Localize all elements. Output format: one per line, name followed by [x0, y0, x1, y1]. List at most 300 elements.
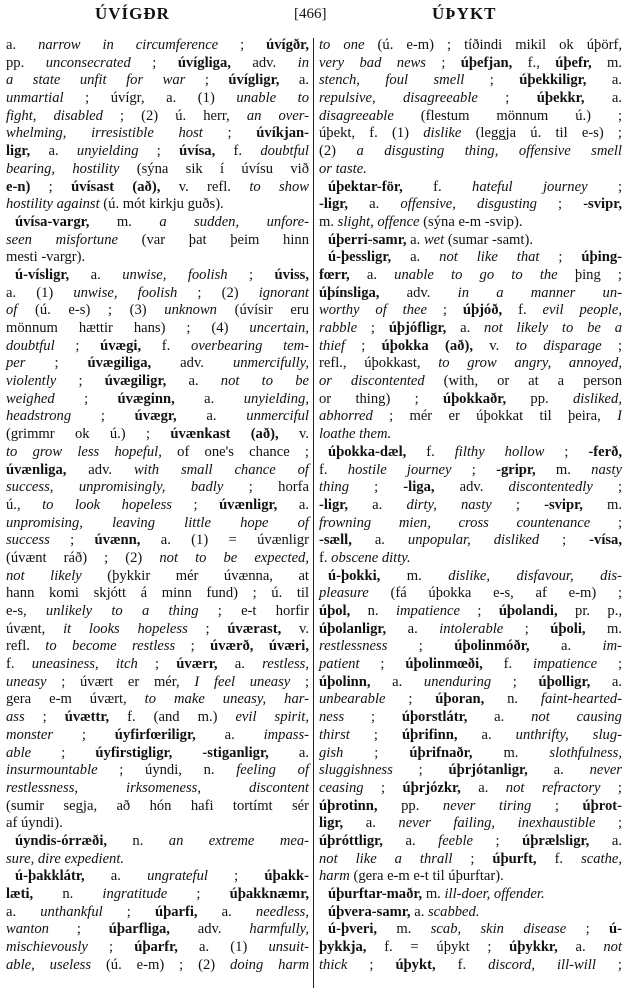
text-line: [319, 302, 622, 320]
text-line: [319, 249, 622, 267]
definition: doing harm: [230, 956, 309, 973]
definition: offensive, disgusting: [400, 196, 537, 213]
text-run: (with, or at a person: [424, 373, 622, 390]
text-run: adv.: [66, 461, 134, 478]
text-line: [319, 391, 622, 409]
text-run: a. (1): [177, 939, 269, 956]
text-run: v.: [281, 620, 309, 637]
definition: not refractory: [505, 779, 601, 796]
text-run: ;: [49, 532, 95, 549]
text-line: [319, 745, 622, 763]
definition: to become restless: [45, 638, 176, 655]
headword: úþerri-samr,: [328, 231, 407, 248]
text-line: [6, 957, 309, 975]
text-run: ;: [491, 496, 545, 513]
headword: úþurftar-maðr,: [328, 886, 423, 902]
definition: pleasure: [319, 585, 369, 602]
text-run: f.: [6, 656, 32, 673]
text-line: [319, 497, 622, 515]
definition: an extreme mea-: [168, 832, 309, 849]
text-run: ;: [87, 939, 135, 956]
definition: ass: [6, 709, 25, 726]
text-line: [6, 550, 309, 568]
definition: violently: [6, 373, 57, 390]
definition: I: [617, 408, 622, 425]
text-run: a.: [406, 231, 424, 248]
definition: per: [6, 355, 26, 372]
definition: im-: [602, 638, 622, 655]
text-line: [319, 72, 622, 90]
text-line: [6, 232, 309, 250]
headword: úþekkiligr,: [519, 72, 587, 89]
text-run: ;: [357, 320, 389, 336]
text-run: ; úvært er mér,: [46, 673, 195, 690]
definition: dislike: [423, 125, 462, 142]
definition: never tiring: [442, 797, 532, 814]
definition: success: [6, 532, 50, 549]
headword: læti,: [6, 886, 34, 902]
headword: úþakk-: [264, 868, 309, 885]
definition: monster: [6, 726, 54, 743]
text-line: [319, 762, 622, 780]
definition: wanton: [6, 921, 49, 938]
text-run: adv.: [230, 54, 298, 71]
definition: scab, skin disease: [430, 921, 567, 938]
text-line: [6, 37, 309, 55]
text-line: [6, 161, 309, 179]
text-run: ;: [477, 90, 537, 107]
definition: an over-: [246, 107, 309, 124]
text-run: ;: [175, 638, 211, 655]
definition: unwise, foolish: [122, 266, 228, 283]
text-run: adv.: [151, 355, 233, 372]
text-run: a.: [176, 408, 247, 425]
definition: abhorred: [319, 408, 373, 425]
text-line: [319, 621, 622, 639]
definition: with small chance of: [133, 461, 309, 478]
text-run: m.: [535, 461, 592, 478]
definition: fight, disabled: [6, 107, 103, 124]
text-run: a.: [351, 532, 408, 549]
definition: to one: [319, 37, 365, 53]
text-run: a.: [30, 143, 77, 160]
headword: úvígliga,: [177, 54, 231, 71]
definition: it looks hopeless: [63, 620, 188, 637]
text-run: pr. p.,: [557, 603, 622, 619]
headword: ú-þakklátr,: [15, 868, 85, 885]
definition: success, unpromisingly, badly: [6, 479, 224, 496]
headword: úyndis-órræði,: [15, 832, 108, 849]
definition: repulsive, disagreeable: [319, 90, 478, 107]
definition: thirst: [319, 726, 350, 743]
definition: not to be expected,: [159, 549, 310, 566]
text-line: [319, 780, 622, 798]
definition: not: [603, 939, 622, 956]
definition: sure, dire expedient.: [6, 850, 125, 867]
text-run: ;: [347, 956, 396, 973]
definition: impatience: [533, 656, 598, 673]
text-run: (grimmr ok ú.) ;: [6, 426, 171, 443]
text-run: adv.: [434, 479, 509, 496]
text-run: ; mér er úþokkat til þeira,: [372, 408, 618, 425]
definition: headstrong: [6, 408, 72, 425]
headword: úþefjan,: [460, 54, 513, 71]
definition: hostile journey: [347, 461, 452, 478]
text-run: a.: [217, 656, 263, 673]
text-run: m.: [377, 921, 431, 938]
text-run: pp.: [506, 390, 573, 407]
headword: úþol,: [319, 603, 351, 619]
definition: rabble: [319, 320, 358, 336]
text-run: refl.: [6, 638, 46, 655]
text-run: a.: [84, 868, 148, 885]
definition: unthankful: [40, 903, 103, 920]
definition: nasty: [591, 461, 622, 478]
text-run: ;: [187, 620, 228, 637]
text-run: ;: [56, 373, 105, 390]
text-run: (var þat þeim hinn: [118, 231, 309, 248]
text-run: ;: [359, 656, 406, 673]
text-run: mönnum hættir hans) ; (4): [6, 320, 250, 336]
headword: úþykt,: [395, 956, 436, 973]
definition: unlikely to a thing: [45, 603, 199, 619]
text-run: a.: [457, 726, 516, 743]
text-run: a.: [527, 762, 590, 779]
definition: in: [297, 54, 309, 71]
definition: restlessness: [319, 638, 388, 655]
text-run: a.: [174, 390, 244, 407]
headword: úvæginn,: [117, 390, 175, 407]
text-run: ;: [452, 850, 493, 867]
text-run: ;: [592, 479, 622, 496]
text-line: [319, 214, 622, 232]
text-run: a.: [348, 196, 401, 213]
text-line: [6, 798, 309, 816]
definition: or taste.: [319, 160, 367, 177]
headword: ú-þessligr,: [328, 249, 392, 266]
text-run: ;: [451, 461, 497, 478]
text-run: f.: [319, 461, 348, 478]
text-run: ;: [539, 532, 590, 549]
definition: uncertain,: [249, 320, 309, 336]
definition: unconsecrated: [45, 54, 131, 71]
text-line: [6, 108, 309, 126]
text-line: [6, 196, 309, 214]
definition: ungrateful: [147, 868, 208, 885]
text-run: n.: [107, 832, 169, 849]
headword: úværr,: [176, 656, 218, 673]
text-line: [319, 833, 622, 851]
headword: úþakknæmr,: [229, 886, 309, 902]
text-run: ;: [349, 726, 402, 743]
text-line: [6, 674, 309, 692]
text-run: ;: [595, 956, 622, 973]
text-line: [6, 408, 309, 426]
headword: úþolinmóðr,: [454, 638, 530, 655]
definition: to grow less hopeful,: [6, 443, 162, 460]
text-run: gera e-m úvært,: [6, 691, 145, 708]
text-run: a.: [197, 903, 256, 920]
definition: mischievously: [6, 939, 88, 956]
headword: ú-vísligr,: [15, 266, 70, 283]
definition: to look hopeless: [42, 496, 172, 513]
text-run: ;: [207, 868, 265, 885]
text-run: v. refl.: [160, 178, 250, 195]
definition: restlessness, irksomeness, discontent: [6, 779, 309, 796]
text-run: ;: [137, 656, 177, 673]
text-run: ;: [71, 408, 135, 425]
text-line: [6, 709, 309, 727]
definition: doubtful: [260, 143, 309, 160]
text-run: ;: [54, 390, 118, 407]
text-run: ; (2) ú. herr,: [102, 107, 247, 124]
definition: unsuit-: [268, 939, 309, 956]
text-run: f.: [435, 956, 489, 973]
text-line: [319, 851, 622, 869]
headword: úyfirstigligr, -stiganligr,: [95, 744, 269, 761]
definition: not likely: [6, 567, 82, 584]
definition: to grow angry, annoyed,: [438, 355, 622, 372]
text-run: m.: [585, 620, 622, 637]
text-run: ;: [343, 744, 410, 761]
text-run: a.: [370, 673, 424, 690]
text-run: (sumir segja, að hón hafi tortímt sér: [6, 797, 309, 814]
text-run: (sýna e-m -svip).: [419, 213, 523, 230]
text-run: (leggja ú. til e-s) ;: [461, 125, 622, 142]
text-run: (úvísir eru: [216, 302, 309, 319]
headword: úþolinmœði,: [405, 656, 483, 673]
text-line: [6, 886, 309, 904]
text-line: [6, 426, 309, 444]
text-line: [6, 355, 309, 373]
text-run: a.: [410, 903, 428, 920]
text-run: refl., úþokkast,: [319, 355, 439, 372]
definition: to make uneasy, har-: [144, 691, 309, 708]
definition: unknown: [164, 302, 217, 319]
definition: unyielding: [76, 143, 139, 160]
text-run: a.: [343, 815, 399, 832]
text-line: [319, 727, 622, 745]
text-line: [6, 727, 309, 745]
text-line: [319, 408, 622, 426]
definition: feeble: [438, 832, 473, 849]
headword: úvægi,: [100, 337, 142, 354]
text-run: ; e-t horfir: [198, 603, 309, 619]
text-line: [319, 603, 622, 621]
text-run: a.: [386, 620, 440, 637]
text-line: [6, 338, 309, 356]
definition: thick: [319, 956, 348, 973]
text-line: [319, 798, 622, 816]
definition: disliked,: [572, 390, 622, 407]
text-run: ;: [31, 744, 96, 761]
text-line: [319, 285, 622, 303]
headword: úvættr,: [64, 709, 110, 726]
headword: úvísa-vargr,: [15, 213, 90, 230]
text-run: hann komi skjótt á minn fund) ; ú. til: [6, 585, 309, 602]
headword: úþínsliga,: [319, 284, 380, 301]
headword: úþokka-dæl,: [328, 443, 407, 460]
headword: úyfirfœriligr,: [114, 726, 196, 743]
text-line: [319, 55, 622, 73]
text-run: adv.: [379, 284, 458, 301]
text-line: [319, 143, 622, 161]
text-line: [6, 462, 309, 480]
definition: dislike, disfavour, dis-: [448, 567, 622, 584]
text-run: ; (2): [177, 284, 259, 301]
definition: seen misfortune: [6, 231, 118, 248]
text-run: (sumar -samt).: [444, 231, 533, 248]
column-divider: [313, 38, 314, 988]
text-run: ;: [25, 355, 88, 372]
text-line: [6, 691, 309, 709]
definition: narrow in circumference: [38, 37, 219, 53]
text-run: úþekt, f. (1): [319, 125, 424, 142]
text-run: f. (and m.): [109, 709, 236, 726]
text-run: ; úyndi, n.: [97, 762, 237, 779]
text-run: pp.: [6, 54, 46, 71]
text-run: ;: [290, 673, 309, 690]
text-line: [6, 373, 309, 391]
headword: úvígðr,: [266, 37, 309, 53]
headword: úvænligr,: [219, 496, 278, 513]
headword: e-n): [6, 178, 31, 195]
headword: úþorstlátr,: [401, 709, 468, 726]
text-line: [319, 373, 622, 391]
text-run: ; úvígr, a. (1): [63, 90, 237, 107]
text-run: m.: [582, 496, 622, 513]
text-run: (ú. e-m) ; (2): [91, 956, 231, 973]
text-line: [6, 179, 309, 197]
text-run: ;: [218, 37, 267, 53]
running-head-right: ÚÞYKT: [432, 4, 497, 23]
definition: unable to go to the: [394, 266, 558, 283]
headword: þykkja,: [319, 939, 367, 956]
text-line: [6, 55, 309, 73]
definition: unmerciful: [246, 408, 309, 425]
text-line: [319, 267, 622, 285]
text-run: ;: [590, 514, 623, 531]
text-run: of one's chance ;: [161, 443, 309, 460]
text-line: [6, 780, 309, 798]
definition: uneasiness, itch: [31, 656, 138, 673]
definition: worthy of thee: [319, 302, 427, 319]
text-run: ;: [344, 709, 402, 726]
text-run: a.: [195, 726, 264, 743]
headword: úþrot-: [582, 797, 622, 814]
text-run: m.: [422, 886, 445, 902]
text-run: ;: [427, 302, 463, 319]
definition: unpopular, disliked: [407, 532, 540, 549]
text-run: a.: [557, 939, 604, 956]
definition: obscene ditty.: [331, 549, 411, 566]
definition: weighed: [6, 390, 55, 407]
text-run: ;: [138, 143, 180, 160]
headword: úvíkjan-: [256, 125, 309, 142]
definition: ceasing: [319, 779, 364, 796]
text-run: ;: [597, 656, 622, 673]
text-run: n.: [33, 886, 103, 902]
text-run: ;: [539, 249, 582, 266]
headword: -ferð,: [588, 443, 623, 460]
text-line: [319, 868, 622, 886]
text-line: [6, 851, 309, 869]
definition: bearing, hostility: [6, 160, 120, 177]
headword: úþykkr,: [509, 939, 558, 956]
text-run: f.: [141, 337, 192, 354]
headword: úviss,: [274, 266, 309, 283]
definition: thief: [319, 337, 345, 354]
definition: ingratitude: [102, 886, 168, 902]
definition: never failing, inexhaustible: [398, 815, 596, 832]
headword: úþjóð,: [462, 302, 503, 319]
headword: úþrifnaðr,: [409, 744, 473, 761]
headword: úvísa,: [179, 143, 216, 160]
text-line: [319, 674, 622, 692]
definition: scabbed.: [428, 903, 480, 920]
definition: impass-: [263, 726, 309, 743]
text-run: a.: [6, 903, 41, 920]
definition: in a manner un-: [457, 284, 622, 301]
text-run: a.: [589, 832, 622, 849]
definition: faint-hearted-: [540, 691, 622, 708]
definition: slight, offence: [337, 213, 420, 230]
text-run: ;: [544, 443, 589, 460]
headword: úþolandi,: [498, 603, 558, 619]
text-run: ;: [227, 266, 275, 283]
right-column: [319, 37, 622, 974]
text-line: [6, 762, 309, 780]
text-run: f.,: [512, 54, 556, 71]
text-line: [6, 497, 309, 515]
text-run: (úvænt ráð) ; (2): [6, 549, 160, 566]
text-run: ; horfa: [223, 479, 309, 496]
headword: úvísast (að),: [71, 178, 161, 195]
definition: not to be: [220, 373, 309, 390]
definition: unenduring: [423, 673, 492, 690]
definition: evil spirit,: [235, 709, 309, 726]
text-run: a.: [590, 673, 622, 690]
text-line: [6, 391, 309, 409]
text-run: m.: [380, 567, 449, 584]
headword: -vísa,: [589, 532, 622, 549]
definition: slothfulness,: [549, 744, 622, 761]
headword: -sæll,: [319, 532, 352, 549]
headword: ú-þokki,: [328, 567, 381, 584]
headword: úþróttligr,: [319, 832, 383, 849]
text-run: (gera e-m e-t til úþurftar).: [349, 868, 504, 885]
text-run: ;: [425, 54, 461, 71]
text-line: [6, 72, 309, 90]
headword: úþefr,: [555, 54, 592, 71]
text-line: [6, 267, 309, 285]
text-run: mesti -vargr).: [6, 249, 86, 266]
text-run: ;: [536, 196, 584, 213]
text-line: [6, 320, 309, 338]
text-run: a.: [460, 779, 506, 796]
text-line: [6, 515, 309, 533]
text-run: f.: [319, 549, 332, 566]
headword: úþoli,: [550, 620, 586, 637]
text-run: a. (1): [6, 284, 74, 301]
headword: ligr,: [6, 143, 31, 160]
headword: úþjófligr,: [388, 320, 447, 336]
text-run: ;: [30, 178, 72, 195]
headword: úvægiligr,: [104, 373, 167, 390]
definition: uneasy: [6, 673, 47, 690]
text-line: [319, 108, 622, 126]
text-line: [319, 939, 622, 957]
